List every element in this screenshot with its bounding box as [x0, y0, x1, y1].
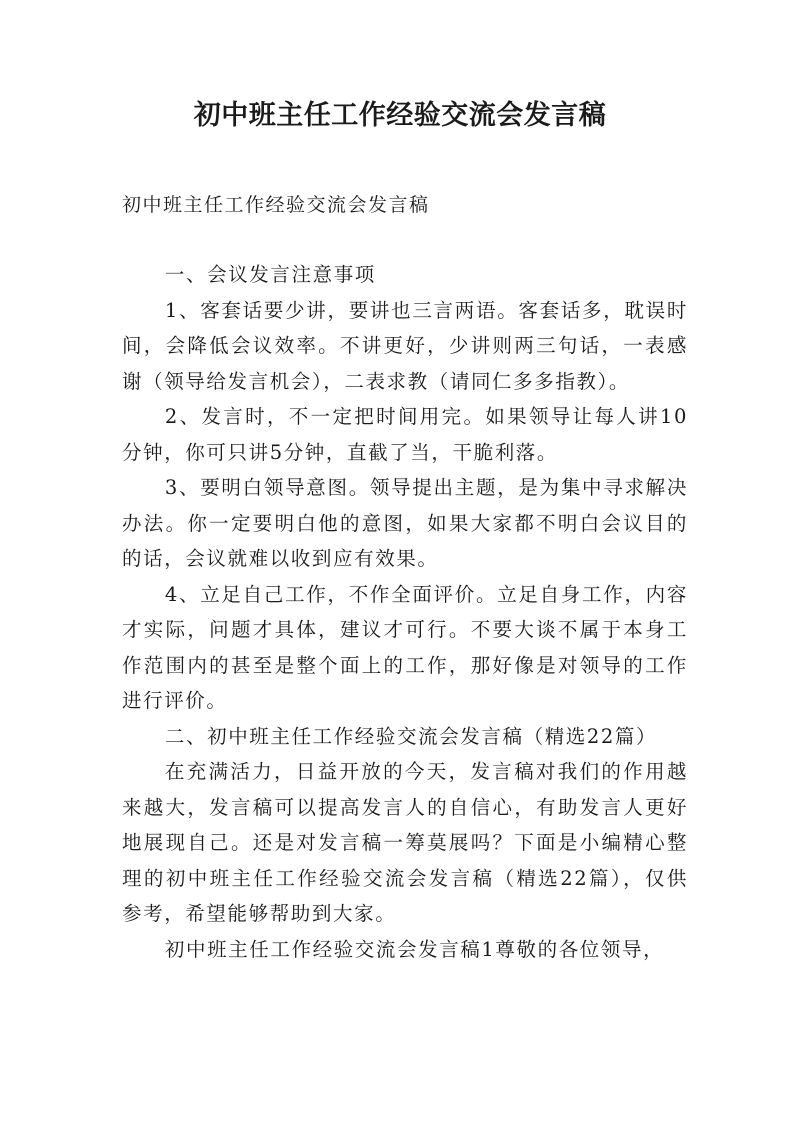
section-heading-speeches: 二、初中班主任工作经验交流会发言稿（精选22篇） [164, 724, 658, 748]
paragraph-speech-1-start: 初中班主任工作经验交流会发言稿1尊敬的各位领导， [164, 937, 665, 961]
document-body [122, 257, 688, 967]
paragraph-note-4: 4、立足自己工作，不作全面评价。立足自身工作，内容才实际，问题才具体，建议才可行。不要大谈不属于本身工作范围内的甚至是整个面上的工作，那好像是对领导的工作进行评价。 [122, 582, 688, 712]
document-subtitle: 初中班主任工作经验交流会发言稿 [122, 194, 430, 216]
paragraph-note-2: 2、发言时，不一定把时间用完。如果领导让每人讲10分钟，你可只讲5分钟，直截了当，干脆利落。 [122, 405, 688, 464]
paragraph-intro: 在充满活力，日益开放的今天，发言稿对我们的作用越来越大，发言稿可以提高发言人的自信心，有助发言人更好地展现自己。还是对发言稿一筹莫展吗？下面是小编精心整理的初中班主任工作经验交流会发言稿（精选22篇），仅供参考，希望能够帮助到大家。 [122, 760, 688, 925]
paragraph-note-1: 1、客套话要少讲，要讲也三言两语。客套话多，耽误时间，会降低会议效率。不讲更好，少讲则两三句话，一表感谢（领导给发言机会），二表求教（请同仁多多指教）。 [122, 298, 688, 393]
paragraph-note-3: 3、要明白领导意图。领导提出主题，是为集中寻求解决办法。你一定要明白他的意图，如果大家都不明白会议目的的话，会议就难以收到应有效果。 [122, 476, 688, 570]
document-title: 初中班主任工作经验交流会发言稿 [193, 100, 607, 131]
section-heading-meeting-notes: 一、会议发言注意事项 [164, 263, 376, 286]
